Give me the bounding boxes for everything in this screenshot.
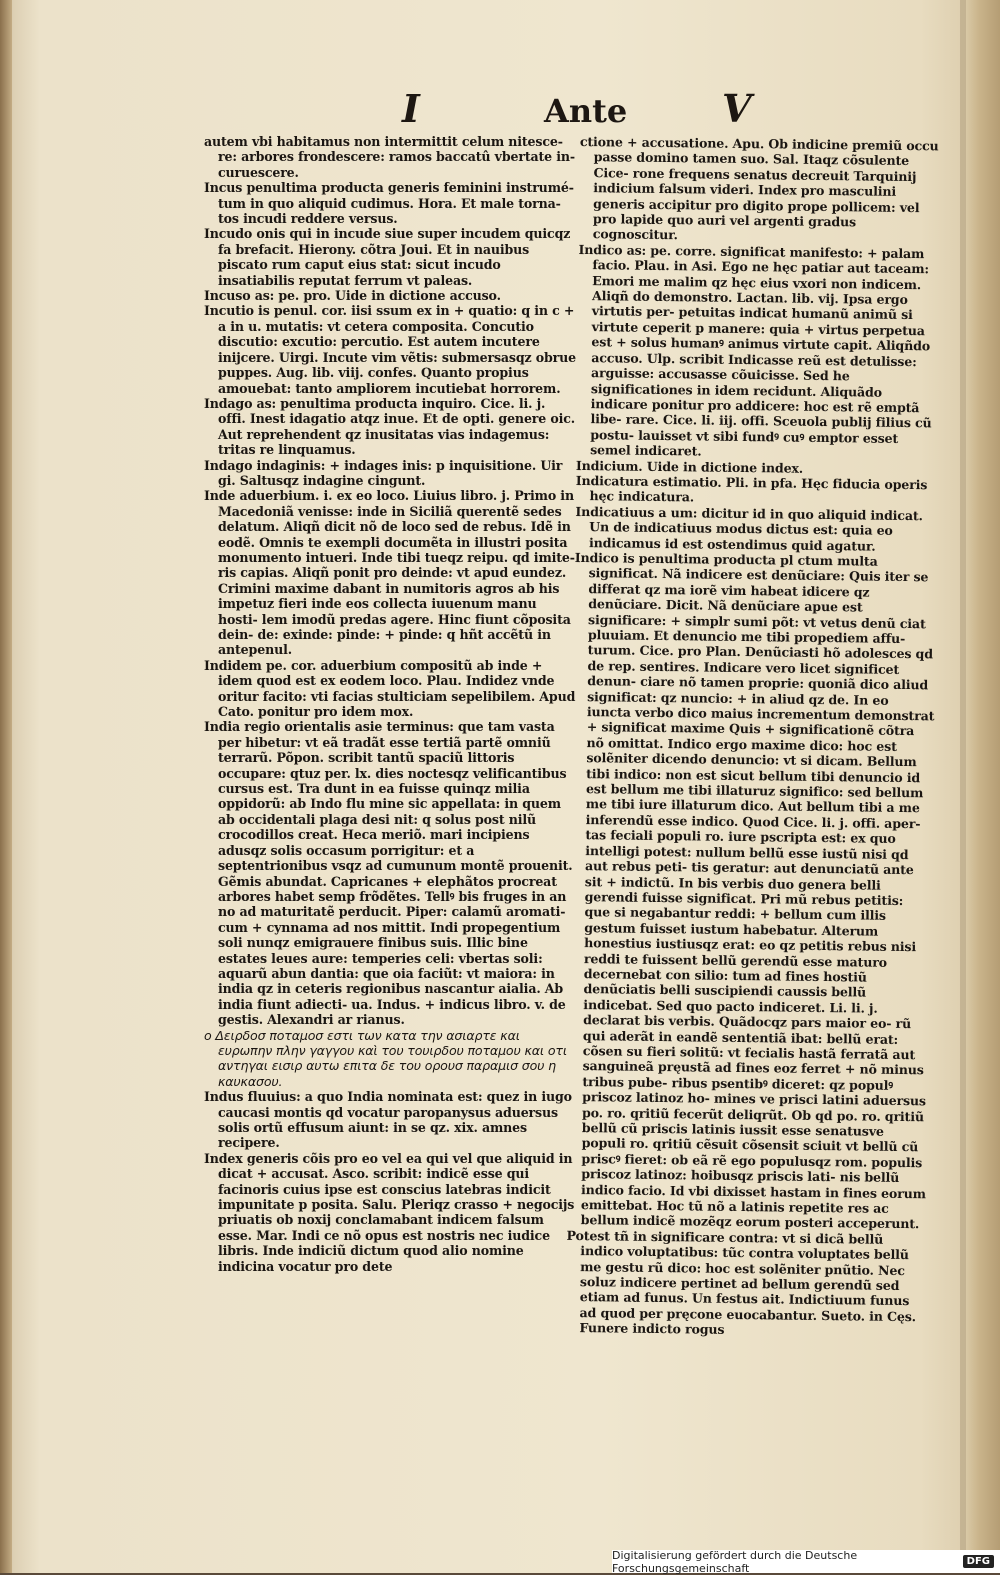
- dictionary-entry: Indago indaginis: + indages inis: p inquisitione. Uir gi. Saltusqz indagine cingunt.: [204, 457, 563, 488]
- dictionary-entry: Potest tñ in significare contra: vt si dicã bellũ indico voluptatibus: tũc contra voluptates bellũ me gestu rũ dico: hoc est solẽniter pnũtio. Nec soluz indicere pertinet ad bellum gerendũ sed etiam ad funus. Un festus ait. Indictiuum funus ad quod per pręcone euocabantur. Sueto. in Cęs. Funere indicto rogus: [566, 1227, 917, 1338]
- dictionary-entry: ο Δειρδοσ ποταμοσ εστι των κατα την ασιαρτε και ευρωπην πλην γαγγου καὶ του τουιρδου ποταμου και οτι αντηγαι εισιρ αυτω επιτα δε του ορουσ παραμισ σου η καυκασου.: [204, 1027, 567, 1089]
- dictionary-entry: Indico as: pe. corre. significat manifesto: + palam facio. Plau. in Asi. Ego ne hęc patiar aut taceam: Emori me malim qz hęc eius vxori non indicem. Aliqñ do demonstro. Lactan. lib. vij. Ipsa ergo virtutis per- petuitas indicat humanũ animũ si virtute ceperit p manere: quia + virtus perpetua est + solus humanꝰ animus virtute capit. Aliqñdo accuso. Ulp. scribit Indicasse reũ est detulisse: arguisse: accusasse cõuicisse. Sed he significationes in idem recidunt. Aliquãdo indicare ponitur pro addicere: hoc est rẽ emptã libe- rare. Cice. li. iij. offi. Sceuola publij filius cũ postu- lauisset vt sibi fundꝰ cuꝰ emptor esset semel indicaret.: [578, 241, 932, 459]
- page-fore-edge: [966, 0, 1000, 1573]
- dictionary-entry: autem vbi habitamus non intermittit celum nitesce- re: arbores frondescere: ramos baccatû vbertate in- curuescere.: [204, 134, 575, 180]
- dictionary-entry: Index generis cõis pro eo vel ea qui vel que aliquid in dicat + accusat. Asco. scribit: indicẽ esse qui facinoris cuius ipse est conscius latebras indicit impunitate p posita. Salu. Pleriqz crasso + negocijs priuatis ob noxij conclamabant indicem falsum esse. Mar. Indi ce nõ opus est nostris nec iudice libris. Inde indiciũ dictum quod alio nomine indicina vocatur pro dete: [204, 1150, 575, 1274]
- dictionary-entry: Indicium. Uide in dictione index.: [575, 457, 804, 476]
- right-text-column: [565, 134, 942, 1340]
- header-initial-left: I: [402, 86, 420, 131]
- dictionary-entry: Indico is penultima producta pl ctum multa significat. Nã indicere est denũciare: Quis iter se differat qz ma iorẽ vim habeat idicere qz denũciare. Dicit. Nã denũciare apue est significare: + simplr sumi põt: vt vetus denũ ciat pluuiam. Et denuncio me tibi propediem affu- turum. Cice. pro Plan. Denũciasti hõ adolesces qd de rep. sentires. Indicare vero licet significet denun- ciare nõ tamen proprie: quoniã dico aliud significat: qz nuncio: + in aliud qz de. In eo iuncta verbo dico maius incrementum demonstrat + significat maxime Quis + significationẽ cõtra nõ omittat. Indico ergo maxime dico: hoc est solẽniter dicendo denuncio: vt si dicam. Bellum tibi indico: non est sicut bellum tibi denuncio id est bellum me tibi illaturuz significo: sed bellum me tibi iure illaturum dico. Aut bellum tibi a me inferendũ esse indico. Quod Cice. li. j. offi. aper- tas feciali populi ro. iure pscripta est: ex quo intelligi potest: nullum bellũ esse iustũ nisi qd aut rebus peti- tis geratur: aut denunciatũ ante sit + indictũ. In bis verbis duo genera belli gerendi fuisse significat. Pri mũ rebus petitis: que si negabantur reddi: + bellum cum illis gestum fuisset iustum habebatur. Alterum honestius iustiusqz erat: eo qz petitis rebus nisi reddi te fuissent bellũ gerendũ esse maturo decernebat con silio: tum ad fines hostiũ denũciatis belli suscipiendi caussis bellũ indicebat. Sed quo pacto indiceret. Li. li. j. declarat bis verbis. Quãdocqz pars maior eo- rũ qui aderãt in eandẽ sententiã ibat: bellũ erat: cõsen su fieri solitũ: vt fecialis hastã ferratã aut sanguineã pręustã ad fines eoz ferret + nõ minus tribus pube- ribus psentibꝰ diceret: qz populꝰ priscoz latinoz ho- mines ve prisci latini aduersus po. ro. qritiũ fecerũt deliqrũt. Ob qd po. ro. qritiũ bellũ cũ priscis latinis iussit esse senatusve populi ro. qritiũ cẽsuit cõsensit sciuit vt bellũ cũ priscꝰ fieret: ob eã rẽ ego populusqz rom. populis priscoz latinoz: hoibusqz priscis lati- nis bellũ indico facio. Id vbi dixisset hastam in fines eorum emittebat. Hoc tũ nõ a latinis repetite res ac bellum indicẽ mozẽqz eorum posteri acceperunt.: [574, 549, 935, 1232]
- dictionary-entry: ctione + accusatione. Apu. Ob indicine premiũ occu passe domino tamen suo. Sal. Itaqz cõsulente Cice- rone frequens senatus decreuit Tarquinij indicium falsum videri. Index pro masculini generis accipitur pro digito prope pollicem: vel pro lapide quo auri vel argenti gradus cognoscitur.: [579, 134, 939, 243]
- dictionary-entry: Incutio is penul. cor. iisi ssum ex in + quatio: q in c + a in u. mutatis: vt cetera composita. Concutio discutio: excutio: percutio. Est autem incutere inijcere. Uirgi. Incute vim vẽtis: submersasqz obrue puppes. Aug. lib. viij. confes. Quanto propius amouebat: tanto ampliorem incutiebat horrorem.: [204, 303, 577, 396]
- running-header: [380, 86, 800, 130]
- digitization-footer: [612, 1550, 1000, 1573]
- dictionary-entry: India regio orientalis asie terminus: que tam vasta per hibetur: vt eã tradãt esse tertiã partẽ omniũ terrarũ. Põpon. scribit tantũ spaciũ littoris occupare: qtuz per. lx. dies noctesqz velificantibus cursus est. Tra dunt in ea fuisse quinqz milia oppidorũ: ab Indo flu mine sic appellata: in quem ab occidentali plaga desi nit: q solus post nilũ crocodillos creat. Heca meriõ. mari incipiens adusqz solis occasum porrigitur: et a septentrionibus vsqz ad cumunum montẽ prouenit. Gẽmis abundat. Capricanes + elephãtos procreat arbores habet semp frõdẽtes. Tellꝰ bis fruges in an no ad maturitatẽ perducit. Piper: calamũ aromati- cum + cynnama ad nos mittit. Indi propegentium soli nunqz emigrauere finibus suis. Illic bine estates leues aure: temperies celi: vbertas soli: aquarũ abun dantia: que oia faciũt: vt maiora: in india qz in ceteris regionibus nascantur aialia. Ab india fiunt adiecti- ua. Indus. + indicus libro. v. de gestis. Alexandri ar rianus.: [204, 719, 573, 1028]
- dictionary-entry: Indicatura estimatio. Pli. in pfa. Hęc fiducia operis hęc indicatura.: [575, 472, 928, 505]
- page-gutter: [0, 0, 12, 1573]
- dictionary-entry: Incus penultima producta generis feminini instrumé- tum in quo aliquid cudimus. Hora. Et male torna- tos incudi reddere versus.: [204, 180, 574, 227]
- dictionary-entry: Incuso as: pe. pro. Uide in dictione accuso.: [204, 288, 501, 304]
- dfg-logo: DFG: [963, 1555, 994, 1568]
- header-initial-right: V: [722, 86, 752, 131]
- dictionary-entry: Incudo onis qui in incude siue super incudem quicqz fa brefacit. Hierony. cõtra Joui. Et in nauibus piscato rum caput eius stat: sicut incudo insatiabilis reputat ferrum vt paleas.: [204, 226, 571, 288]
- dictionary-entry: Indus fluuius: a quo India nominata est: quez in iugo caucasi montis qd vocatur paropanysus aduersus solis ortũ effusum aiunt: in se qz. xix. amnes recipere.: [204, 1089, 572, 1151]
- left-text-column: [204, 134, 576, 1274]
- dictionary-entry: Indicatiuus a um: dicitur id in quo aliquid indicat. Un de indicatiuus modus dictus est: quia eo indicamus id est ostendimus quid agatur.: [575, 503, 923, 554]
- dictionary-entry: Inde aduerbium. i. ex eo loco. Liuius libro. j. Primo in Macedoniã venisse: inde in Siciliã querentẽ sedes delatum. Aliqñ dicit nõ de loco sed de rebus. Idẽ in eodẽ. Omnis te exempli documẽta in illustri posita monumento intueri. Inde tibi tueqz reipu. qd imite- ris capias. Aliqñ ponit pro deinde: vt apud eundez. Crimini maxime dabant in numitoris agros ab his impetuz fieri inde eos collecta iuuenum manu hosti- lem imodũ predas agere. Hinc fiunt cõposita dein- de: exinde: pinde: + pinde: q hñt accẽtũ in antepenul.: [204, 488, 575, 658]
- dictionary-entry: Indidem pe. cor. aduerbium compositũ ab inde + idem quod est ex eodem loco. Plau. Indidez vnde oritur facito: vti facias stulticiam sepelibilem. Apud Cato. ponitur pro idem mox.: [204, 657, 576, 720]
- dictionary-entry: Indago as: penultima producta inquiro. Cice. li. j. offi. Inest idagatio atqz inue. Et de opti. genere oic. Aut reprehendent qz inusitatas vias indagemus: tritas re linquamus.: [204, 395, 576, 458]
- header-title: Ante: [544, 92, 628, 130]
- footer-credit-text: Digitalisierung gefördert durch die Deutsche Forschungsgemeinschaft: [612, 1548, 858, 1575]
